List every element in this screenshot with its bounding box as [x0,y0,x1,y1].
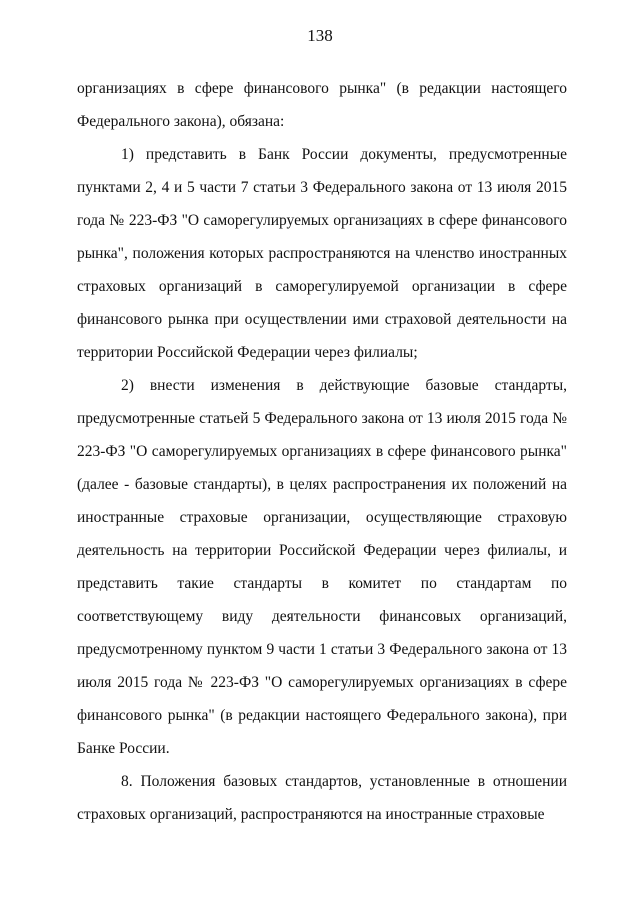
paragraph-continuation: организациях в сфере финансового рынка" (в редакции настоящего Федерального закона), обязана: [77,80,567,130]
page-number: 138 [307,26,333,45]
paragraph-item-1: 1) представить в Банк России документы, предусмотренные пунктами 2, 4 и 5 части 7 статьи 3 Федерального закона от 13 июля 2015 года № 223-ФЗ "О саморегулируемых организациях в сфере финансового рынка", положения которых распространяются на членство иностранных страховых организаций в саморегулируемой организации в сфере финансового рынка при осуществлении ими страховой деятельности на территории Российской Федерации через филиалы; [77,146,567,361]
paragraph-item-2: 2) внести изменения в действующие базовые стандарты, предусмотренные статьей 5 Федерального закона от 13 июля 2015 года № 223-ФЗ "О саморегулируемых организациях в сфере финансового рынка" (далее - базовые стандарты), в целях распространения их положений на иностранные страховые организации, осуществляющие страховую деятельность на территории Российской Федерации через филиалы, и представить такие стандарты в комитет по стандартам по соответствующему виду деятельности финансовых организаций, предусмотренному пунктом 9 части 1 статьи 3 Федерального закона от 13 июля 2015 года № 223-ФЗ "О саморегулируемых организациях в сфере финансового рынка" (в редакции настоящего Федерального закона), при Банке России. [77,377,567,757]
paragraph-clause-8: 8. Положения базовых стандартов, установленные в отношении страховых организаций, распространяются на иностранные страховые [77,773,567,823]
document-body [77,72,567,831]
